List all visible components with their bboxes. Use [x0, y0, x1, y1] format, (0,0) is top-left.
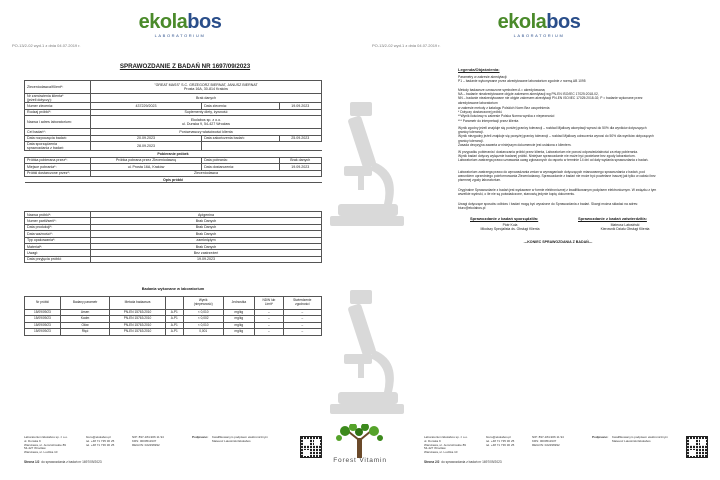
cell: – — [283, 329, 321, 335]
cell: – — [255, 310, 283, 316]
prepared-by-name: Piotr Kula Młodszy Specjalista ds. Obsługi Klienta — [480, 223, 540, 232]
purpose-label: Cel badań*: — [25, 129, 91, 135]
cell: – — [283, 316, 321, 322]
description-section-title: Opis próbki — [25, 176, 322, 182]
sampling-section-title: Pobieranie próbek — [25, 151, 322, 157]
footer-ids: NIP: 897-184-906 11 94 KRS: 0000511937 REGON: 022296992 — [132, 435, 164, 447]
results-table — [24, 296, 322, 336]
results-header: Nr próbki — [25, 297, 61, 310]
report-page-2 — [360, 0, 720, 480]
cell: PN-EN 15763:2010 — [110, 322, 165, 328]
lab-label: Nazwa i adres laboratorium: — [25, 116, 91, 129]
qr-code — [686, 436, 708, 458]
cell: A-P1 — [165, 329, 183, 335]
legend-paragraph: Laboratorium zastrzega prawo do wprowadzania zmian w wymaganiach dotyczących mianowanego sprawozdania z badań, pod warunkiem uprzedniego poinformowania Zleceniodawcy. Sprawozdanie z badań nie może być powielane inaczej jak tylko w całości bez pisemnej zgody laboratorium. — [458, 170, 656, 183]
sample-type-label: Rodzaj próbki*: — [25, 109, 91, 115]
sampling-place-label: Miejsce pobrania*: — [25, 164, 91, 170]
brand-name: Forest Vitamin — [333, 457, 387, 464]
legend-paragraph: Metody badawcze oznaczone symbolem A = akredytowana; NA – badanie nieakredytowane objęte zakresem akredytacji wg PN-EN ISO/IEC 17025:2018-02, NN – badanie nieakredytowane nie objęte zakresem akredytacji PN-EN ISO/IEC 17025:2018-02; P = badanie wykonane przez akredytowane laboratorium — [458, 88, 643, 105]
cell: mg/kg — [223, 322, 255, 328]
footer-company: Laboratorium Ekolabos sp. z o.o. ul. Dunska 9 Warszawa, ul. Jerozolimskie 89 54-427 Wrocław Warszawa, ul. Ludzka 10 — [24, 435, 68, 455]
desc-label: Numer partii/serii*: — [25, 218, 91, 224]
footer-ids: NIP: 897-184-906 11 94 KRS: 0000511937 REGON: 022296992 — [532, 435, 564, 447]
purpose-value: Porównawczy właściwości klienta — [91, 129, 322, 135]
sampler-value: Próbka pobrana przez Zleceniodawcę — [91, 157, 202, 163]
cell: A-P1 — [165, 316, 183, 322]
desc-label: Typ opakowania*: — [25, 237, 91, 243]
footer-company: Laboratorium Ekolabos sp. z o.o. ul. Dunska 9 Warszawa, ul. Jerozolimskie 89 54-427 Wrocław Warszawa, ul. Ludzka 10 — [424, 435, 468, 455]
desc-value: Brak Danych — [91, 218, 322, 224]
issue-date-value: 28.09.2023 — [91, 141, 202, 150]
legend-paragraph: Uwagi dotyczące sposobu odbioru i badań mogą być wyrażone do Sprawozdania z badań. Skargi można składać na adres: biuro@ekolabos.pl — [458, 202, 638, 211]
legend-paragraph: W przypadku pobierania i dostarczania próbki przez klienta, Laboratorium nie ponosi odpowiedzialności za etap pobierania. Wynik badań dotyczy wyłącznie badanej próbki. Niniejsze sprawozdanie nie może być powielane bez zgody laboratorium. Laboratorium zastrzega prawo uznawania uwag zgłoszonych do raportu w terminie 14 dni od daty wydania sprawozdania z badań. — [458, 150, 649, 163]
form-code: PO-13/2-02 wyd.1 z dnia 04.07.2019 r. — [372, 43, 441, 48]
desc-value: Brak Danych — [91, 231, 322, 237]
report-end-line: ---KONIEC SPRAWOZDANIA Z BADAŃ--- — [523, 240, 593, 244]
footer-signed-value: Kwalifikowanym podpisem elektronicznym Mateusz Latosiński Ekolabos — [212, 435, 269, 443]
results-header: NDW lub Limit* — [255, 297, 283, 310]
cell: A-P1 — [165, 310, 183, 316]
start-date-label: Data rozpoczęcia badań: — [25, 135, 91, 141]
order-no-value: Brak danych — [91, 94, 322, 103]
cell: A-P1 — [165, 322, 183, 328]
results-header: Badany parametr — [60, 297, 110, 310]
report-title: SPRAWOZDANIE Z BADAŃ NR 1697/09/2023 — [119, 63, 251, 70]
cell: – — [255, 322, 283, 328]
order-date-value: 19.09.2023 — [279, 103, 322, 109]
order-id-label: Numer zlecenia: — [25, 103, 91, 109]
sampling-place-value: ul. Prosta 16A, Kraków — [91, 164, 202, 170]
end-date-label: Data zakończenia badań: — [202, 135, 279, 141]
sample-description-table — [24, 211, 322, 263]
prepared-by-label: Sprawozdanie z badań sporządził/a: — [470, 216, 539, 221]
desc-label: Data przyjęcia próbki: — [25, 256, 91, 262]
page-number: Strona 1/2 do sprawozdania z badań nr 1697/09/2023 — [24, 460, 102, 464]
cell: 15/09/09/23 — [25, 322, 61, 328]
delivery-value: Zleceniodawca — [91, 170, 322, 176]
tree-icon — [305, 424, 415, 458]
cell: Rtęć — [60, 329, 110, 335]
forest-vitamin-logo — [305, 424, 415, 472]
cell: 15/09/09/23 — [25, 310, 61, 316]
legend-paragraph: Oryginalne Sprawozdanie z badań jest wydawane w formie elektronicznej z kwalifikowanym podpisem elektronicznym. W związku z tym wszelkie wydruki, o ile nie są poświadczone, stanowią jedynie kopię dokumentu. — [458, 188, 657, 197]
cell: < 0,002 — [183, 316, 223, 322]
desc-label: Materiał*: — [25, 243, 91, 249]
sampling-date-value: Brak danych — [279, 157, 322, 163]
results-header — [165, 297, 183, 310]
desc-value: 19.09.2023 — [91, 256, 322, 262]
results-header: Metoda badawcza — [110, 297, 165, 310]
sampling-date-label: Data pobrania: — [202, 157, 279, 163]
order-date-label: Data zlecenia: — [202, 103, 279, 109]
desc-value: Brak Danych — [91, 243, 322, 249]
desc-value: Apigenina — [91, 212, 322, 218]
sample-type-value: Suplementy diety, żywność — [91, 109, 322, 115]
cell: – — [283, 310, 321, 316]
desc-value: Brak Danych — [91, 224, 322, 230]
report-info-table — [24, 80, 322, 183]
results-header: Jednostka — [223, 297, 255, 310]
cell: < 0,010 — [183, 310, 223, 316]
end-date-value: 25.09.2023 — [279, 135, 322, 141]
desc-label: Uwagi: — [25, 250, 91, 256]
page-number: Strona 2/2 do sprawozdania z badań nr 1697/09/2023 — [424, 460, 502, 464]
cell: mg/kg — [223, 310, 255, 316]
desc-label: Nazwa próbki*: — [25, 212, 91, 218]
cell: 15/09/09/23 — [25, 316, 61, 322]
table-row — [25, 329, 322, 335]
cell: mg/kg — [223, 329, 255, 335]
footer-signed-label: Podpisano: — [592, 435, 609, 439]
order-id-value: 437229/2023 — [91, 103, 202, 109]
desc-value: zamkniętym — [91, 237, 322, 243]
cell: – — [255, 329, 283, 335]
ekolabos-logo: ekolabos LABORATORIUM — [138, 11, 222, 38]
footer-contact: biuro@ekolabos.pl tel. +48 71 735 30 25 tel. +48 71 736 30 25 — [86, 435, 115, 447]
lab-value: Ekolabos sp. z o.o. ul. Dunska 9, 54-427 Wrocław — [91, 116, 322, 129]
footer-contact: biuro@ekolabos.pl tel. +48 71 735 30 25 tel. +48 71 736 30 25 — [486, 435, 515, 447]
desc-value: Bez zastrzeżeń — [91, 250, 322, 256]
cell: PN-EN 15763:2010 — [110, 329, 165, 335]
legend-paragraph: w zakresie metody z katalogu Polskich Norm Bez uzupełnienia * Dotyczy dostarczonej próbki. **Wynik ilościowy w zakresie Polska Norma wynika z niepewności *** Parametr do interpretacji przez klienta — [458, 106, 555, 123]
cell: < 0,010 — [183, 322, 223, 328]
ekolabos-logo: ekolabos LABORATORIUM — [497, 11, 581, 38]
cell: Ołów — [60, 322, 110, 328]
results-header: Stwierdzenie zgodności — [283, 297, 321, 310]
start-date-value: 20.09.2023 — [91, 135, 202, 141]
cell: – — [283, 322, 321, 328]
client-label: Zleceniodawca/Klient*: — [25, 81, 91, 94]
footer-signed-value: Kwalifikowanym podpisem elektronicznym Mateusz Latosiński Ekolabos — [612, 435, 669, 443]
microscope-watermark-icon — [330, 288, 404, 418]
cell: Arsen — [60, 310, 110, 316]
client-value: "GREAT MASS" S.C. GRZEGORZ BIERNAT, JANUSZ BIERNAT Prosta 16A, 30-814 Kraków — [91, 81, 322, 94]
cell: mg/kg — [223, 316, 255, 322]
desc-label: Data ważności*: — [25, 231, 91, 237]
sampler-label: Próbka pobierana przez*: — [25, 157, 91, 163]
cell: PN-EN 15763:2010 — [110, 310, 165, 316]
issue-date-label: Data sporządzenia sprawozdania z badań: — [25, 141, 91, 150]
results-caption: Badania wykonane w laboratorium — [141, 287, 205, 291]
approved-by-label: Sprawozdanie z badań zatwierdził/a: — [578, 216, 647, 221]
results-header: Wynik (niepewność) — [183, 297, 223, 310]
approved-by-name: Mateusz Latosiński Kierownik Działu Obsługi Klienta — [600, 223, 650, 232]
desc-label: Data produkcji*: — [25, 224, 91, 230]
form-code: PO-13/2-02 wyd.1 z dnia 04.07.2019 r. — [12, 43, 81, 48]
cell: 15/09/09/23 — [25, 329, 61, 335]
legend-paragraph: Wynik zgodny jeżeli znajduje się poniżej granicy tolerancji – rozkład Mjallowy akceptacji wynosi do 50% dla wyników dotyczących granicy tolerancji. Wynik niezgodny jeżeli znajduje się powyżej granicy tolerancji – rozkład Mjallowy odrzucenia wynosi do 50% dla wyników dotyczących granicy tolerancji. Zasada decyzyjna zawarta w niniejszym dokumencie jest ustalona z klientem. — [458, 126, 654, 147]
cell: Kadm — [60, 316, 110, 322]
delivery-date-label: Data dostarczenia: — [202, 164, 279, 170]
order-no-label: Nr zamówienia klienta* (jeżeli dotyczy): — [25, 94, 91, 103]
cell: – — [255, 316, 283, 322]
cell: PN-EN 15763:2010 — [110, 316, 165, 322]
microscope-watermark-icon — [330, 100, 404, 230]
footer-signed-label: Podpisano: — [192, 435, 209, 439]
cell: 0,001 — [183, 329, 223, 335]
legend-heading: Legenda/Objaśnienia: — [458, 67, 500, 72]
delivery-label: Próbki dostarczone przez*: — [25, 170, 91, 176]
legend-paragraph: Parametry w zakresie akredytacji: P1 – badanie wykonywane przez akredytowane laboratorium zgodnie z normą AB 1095 — [458, 75, 586, 84]
delivery-date-value: 19.09.2023 — [279, 164, 322, 170]
